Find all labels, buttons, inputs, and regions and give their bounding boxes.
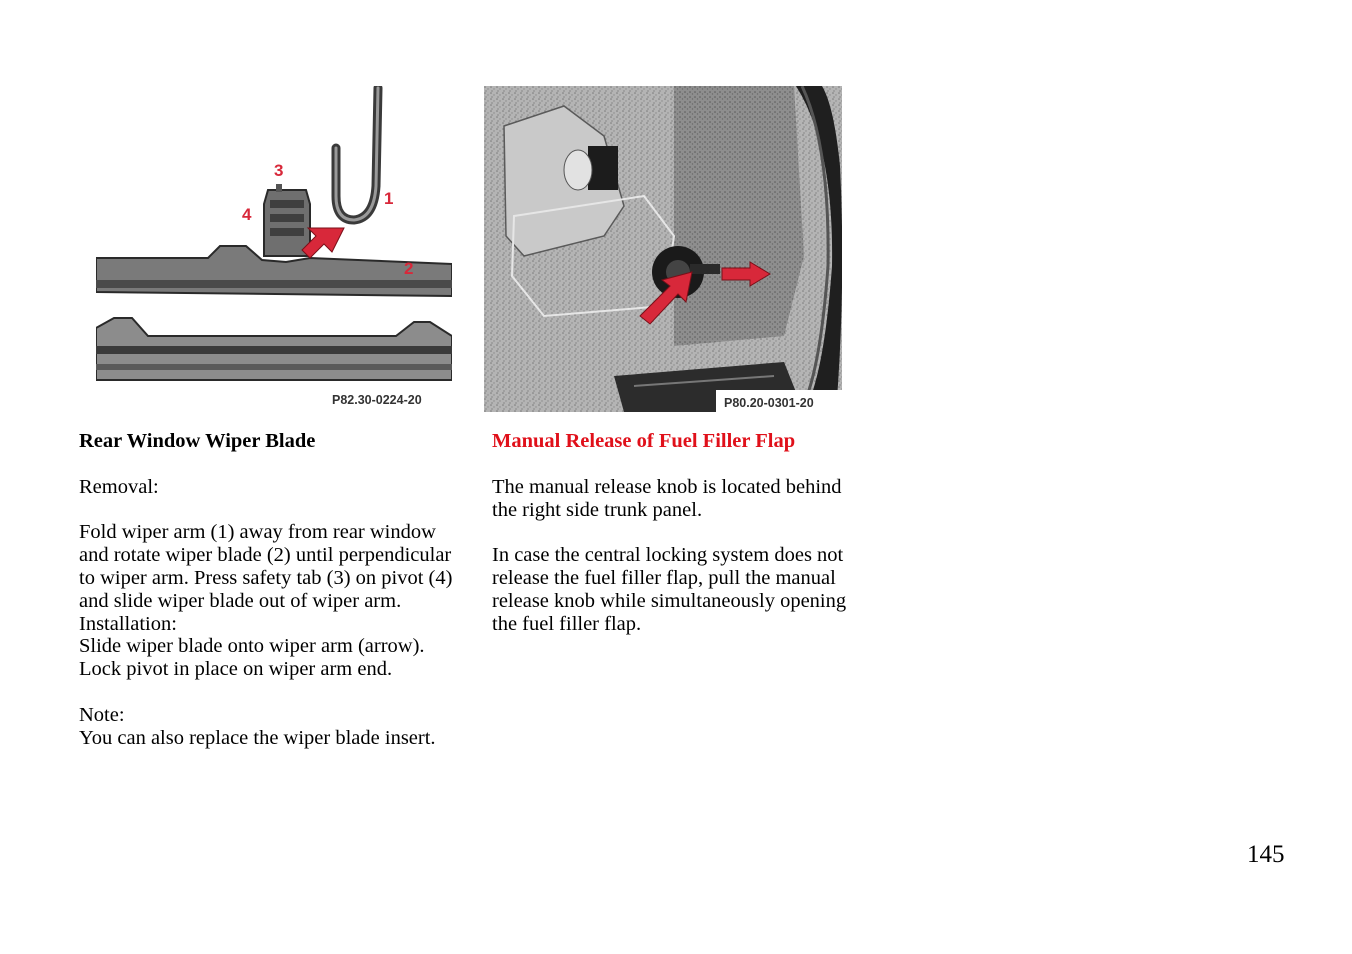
installation-label: Installation: xyxy=(79,612,177,635)
callout-3: 3 xyxy=(274,161,284,180)
rear-wiper-section xyxy=(79,430,459,749)
installation-text: Slide wiper blade onto wiper arm (arrow). Lock pivot in place on wiper arm end. xyxy=(79,635,425,681)
wiper-blade-illustration xyxy=(96,86,452,412)
page-number: 145 xyxy=(1247,841,1285,868)
figure-code: P80.20-0301-20 xyxy=(724,396,814,410)
removal-text: Fold wiper arm (1) away from rear window and rotate wiper blade (2) until perpendicular to wiper arm. Press safety tab (3) on pivot (4) and slide wiper blade out of wiper arm. xyxy=(79,521,453,612)
callout-2: 2 xyxy=(404,259,414,278)
instruction-paragraph: In case the central locking system does not release the fuel filler flap, pull the manual release knob while simultaneously opening the fuel filler flap. xyxy=(492,544,847,635)
figure-code: P82.30-0224-20 xyxy=(332,393,422,407)
section-heading: Rear Window Wiper Blade xyxy=(79,430,316,452)
note-text: You can also replace the wiper blade insert. xyxy=(79,726,436,749)
removal-label: Removal: xyxy=(79,475,159,498)
fuel-flap-release-illustration xyxy=(484,86,842,412)
callout-4: 4 xyxy=(242,205,252,224)
section-heading: Manual Release of Fuel Filler Flap xyxy=(492,430,796,452)
intro-paragraph: The manual release knob is located behind the right side trunk panel. xyxy=(492,475,842,521)
note-label: Note: xyxy=(79,703,125,726)
fuel-flap-section xyxy=(492,430,862,635)
callout-1: 1 xyxy=(384,189,394,208)
